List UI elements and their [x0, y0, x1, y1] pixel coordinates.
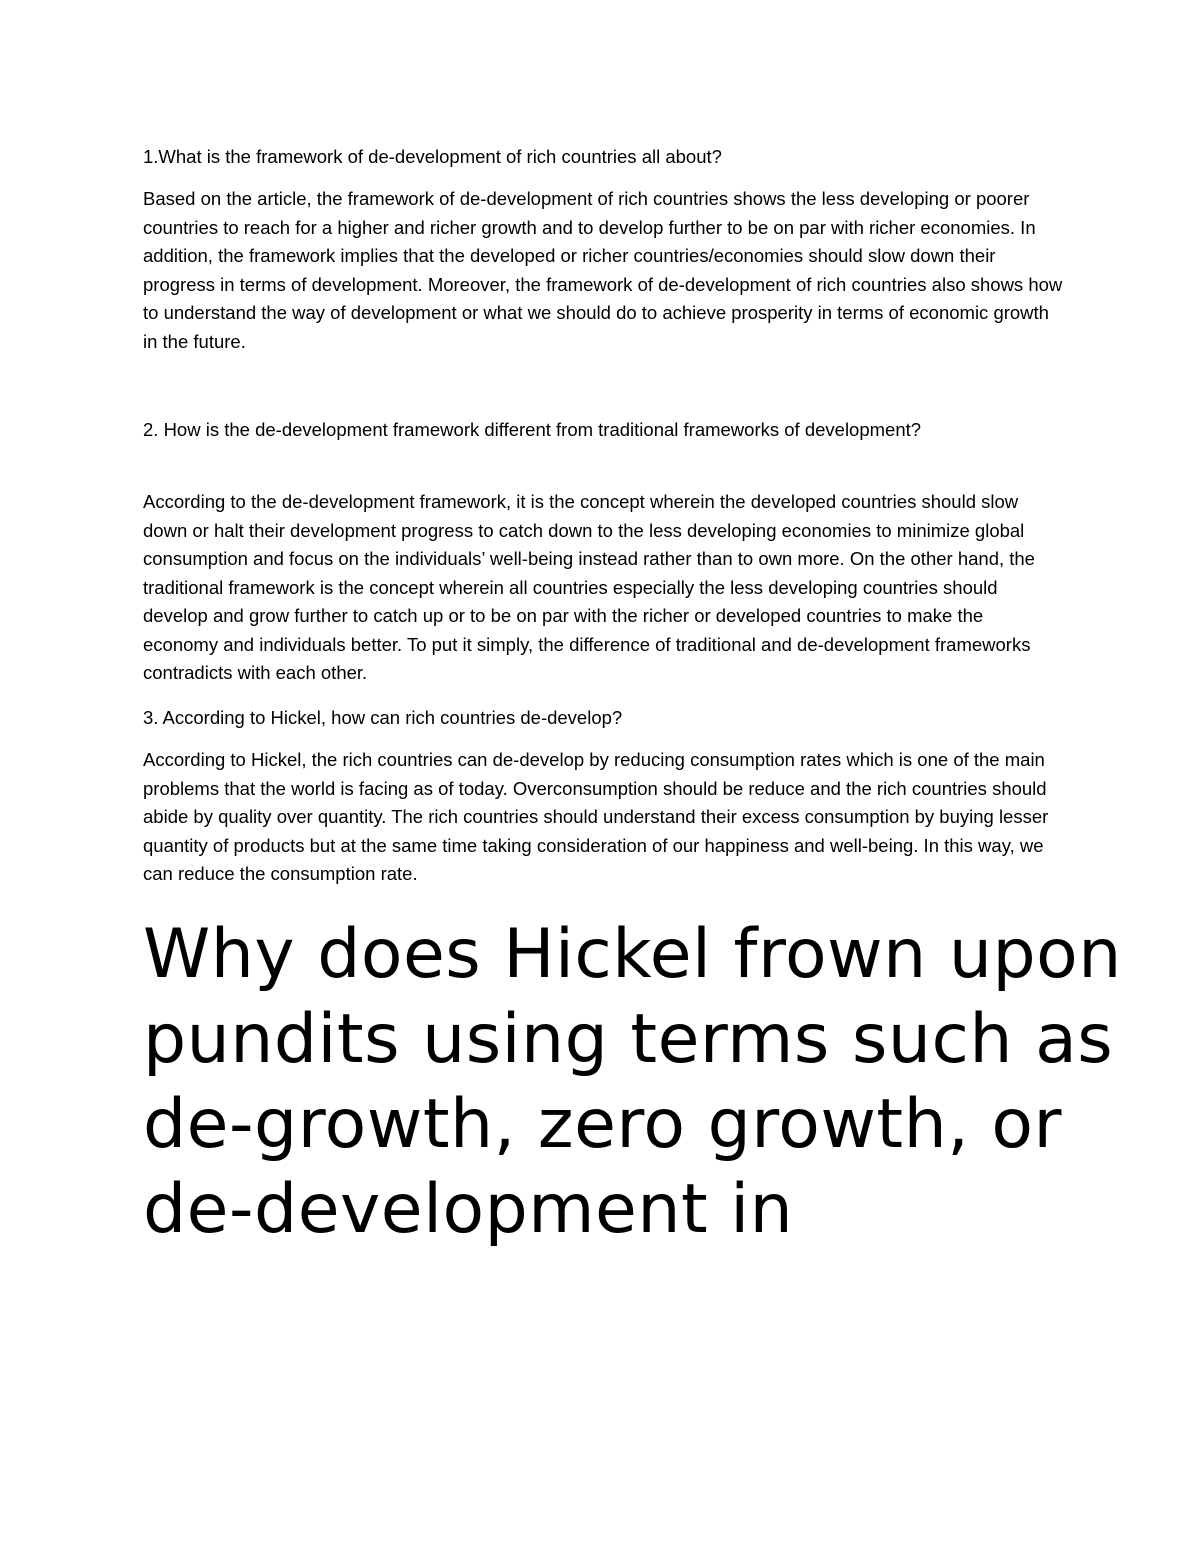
question-2: 2. How is the de-development framework different from traditional frameworks of development?: [143, 419, 922, 440]
question-3: 3. According to Hickel, how can rich countries de-develop?: [143, 707, 623, 728]
answer-2: According to the de-development framework, it is the concept wherein the developed countries should slow down or halt their development progress to catch down to the less developing economies to minimize global consumption and focus on the individuals’ well-being instead rather than to own more. On the other hand, the traditional framework is the concept wherein all countries especially the less developing countries should develop and grow further to catch up or to be on par with the richer or developed countries to make the economy and individuals better. To put it simply, the difference of traditional and de-development frameworks contradicts with each other.: [143, 491, 1035, 683]
question-1: 1.What is the framework of de-development of rich countries all about?: [143, 146, 722, 167]
answer-1: Based on the article, the framework of de-development of rich countries shows the less developing or poorer countries to reach for a higher and richer growth and to develop further to be on par with richer economies. In addition, the framework implies that the developed or richer countries/economies should slow down their progress in terms of development. Moreover, the framework of de-development of rich countries also shows how to understand the way of development or what we should do to achieve prosperity in terms of economic growth in the future.: [143, 188, 1063, 352]
large-heading: Why does Hickel frown upon pundits using terms such as de-growth, zero growth, or de-development in: [143, 915, 1122, 1249]
answer-3: According to Hickel, the rich countries can de-develop by reducing consumption rates which is one of the main problems that the world is facing as of today. Overconsumption should be reduce and the rich countries should abide by quality over quantity. The rich countries should understand their excess consumption by buying lesser quantity of products but at the same time taking consideration of our happiness and well-being. In this way, we can reduce the consumption rate.: [143, 749, 1049, 884]
